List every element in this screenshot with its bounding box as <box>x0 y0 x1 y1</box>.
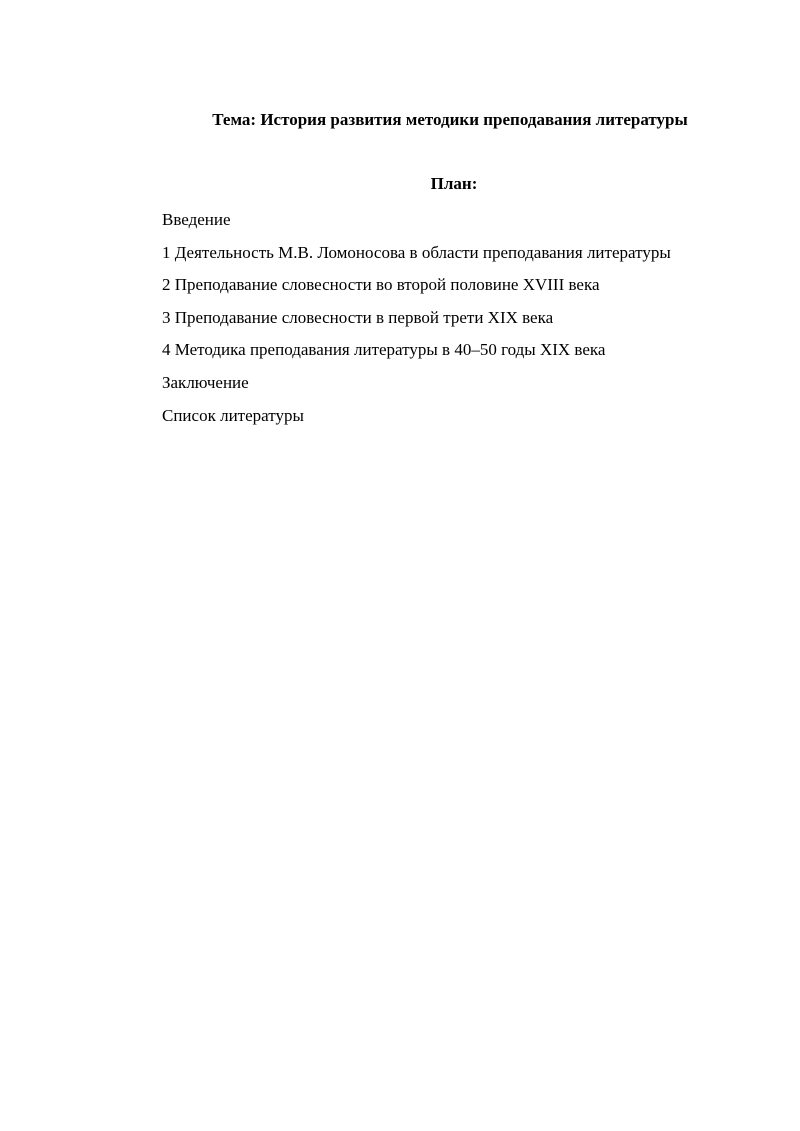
document-title: Тема: История развития методики преподавания литературы <box>212 110 688 129</box>
plan-item-introduction: Введение <box>162 210 231 229</box>
plan-item-1: 1 Деятельность М.В. Ломоносова в области преподавания литературы <box>162 242 671 262</box>
plan-item-conclusion: Заключение <box>162 372 249 392</box>
plan-item-3: 3 Преподавание словесности в первой трети XIX века <box>162 307 554 327</box>
plan-heading: План: <box>430 174 478 193</box>
plan-item-bibliography: Список литературы <box>162 405 304 425</box>
plan-item-4: 4 Методика преподавания литературы в 40–50 годы XIX века <box>162 340 606 360</box>
plan-item-2: 2 Преподавание словесности во второй половине XVIII века <box>162 275 600 295</box>
plan-list <box>162 204 782 432</box>
